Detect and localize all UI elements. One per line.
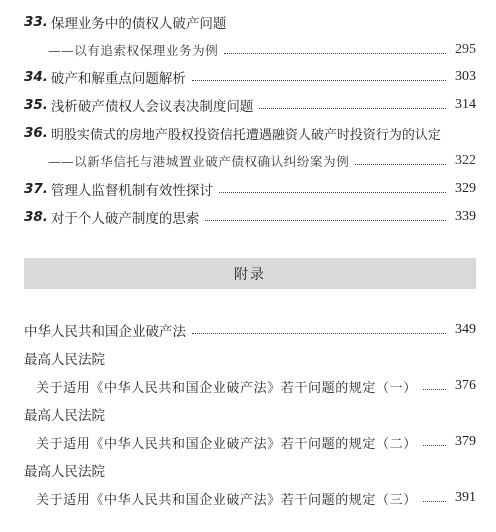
entry-title: 最高人民法院	[24, 464, 105, 480]
toc-entry-subtitle[interactable]	[48, 39, 476, 61]
appendix-entry-subtitle[interactable]	[36, 431, 476, 453]
entry-subtitle: 关于适用《中华人民共和国企业破产法》若干问题的规定（二）	[36, 436, 417, 452]
appendix-entry[interactable]	[24, 319, 476, 341]
toc-entry[interactable]	[24, 66, 476, 88]
entry-title: 破产和解重点问题解析	[50, 71, 186, 87]
dot-leader	[192, 333, 446, 334]
toc-entry-subtitle[interactable]	[48, 150, 476, 172]
dot-leader	[355, 164, 446, 165]
toc-entry[interactable]	[24, 206, 476, 228]
toc-entry[interactable]	[24, 94, 476, 116]
dot-leader	[205, 220, 446, 221]
entry-number: 38.	[24, 209, 48, 225]
entry-title: 中华人民共和国企业破产法	[24, 324, 186, 340]
entry-number: 35.	[24, 97, 48, 113]
page-number: 379	[455, 434, 476, 449]
dot-leader	[219, 192, 446, 193]
dot-leader	[259, 108, 446, 109]
appendix-entry	[24, 347, 476, 369]
entry-subtitle: 关于适用《中华人民共和国企业破产法》若干问题的规定（三）	[36, 492, 417, 508]
toc-entry[interactable]	[24, 11, 476, 33]
page-number: 329	[455, 181, 476, 196]
dot-leader	[423, 389, 446, 390]
appendix-entry-subtitle[interactable]	[36, 487, 476, 509]
dot-leader	[192, 80, 446, 81]
entry-title: 对于个人破产制度的思索	[50, 211, 200, 227]
appendix-heading-bar	[24, 258, 476, 289]
entry-title: 管理人监督机制有效性探讨	[50, 183, 213, 199]
entry-number: 34.	[24, 69, 48, 85]
entry-title: 最高人民法院	[24, 352, 105, 368]
entry-title: 浅析破产债权人会议表决制度问题	[50, 99, 254, 115]
dot-leader	[423, 501, 446, 502]
page-number: 376	[455, 378, 476, 393]
page-number: 303	[455, 69, 476, 84]
dot-leader	[224, 53, 446, 54]
dot-leader	[423, 445, 446, 446]
entry-number: 37.	[24, 181, 48, 197]
appendix-entry	[24, 403, 476, 425]
appendix-heading: 附录	[234, 266, 266, 283]
page-number: 391	[455, 490, 476, 505]
entry-subtitle: 关于适用《中华人民共和国企业破产法》若干问题的规定（一）	[36, 380, 417, 396]
page-number: 349	[455, 322, 476, 337]
entry-title: 最高人民法院	[24, 408, 105, 424]
page-number: 295	[455, 42, 476, 57]
toc-entry[interactable]	[24, 122, 476, 144]
entry-title: 明股实债式的房地产股权投资信托遭遇融资人破产时投资行为的认定	[50, 127, 441, 143]
appendix-entry-subtitle[interactable]	[36, 375, 476, 397]
page-number: 339	[455, 209, 476, 224]
page-number: 322	[455, 153, 476, 168]
entry-number: 33.	[24, 14, 48, 30]
entry-subtitle: ——以新华信托与港城置业破产债权确认纠纷案为例	[48, 154, 350, 169]
appendix-entry	[24, 459, 476, 481]
entry-title: 保理业务中的债权人破产问题	[50, 16, 227, 32]
page-number: 314	[455, 97, 476, 112]
entry-number: 36.	[24, 125, 48, 141]
entry-subtitle: ——以有追索权保理业务为例	[48, 43, 219, 58]
toc-entry[interactable]	[24, 178, 476, 200]
